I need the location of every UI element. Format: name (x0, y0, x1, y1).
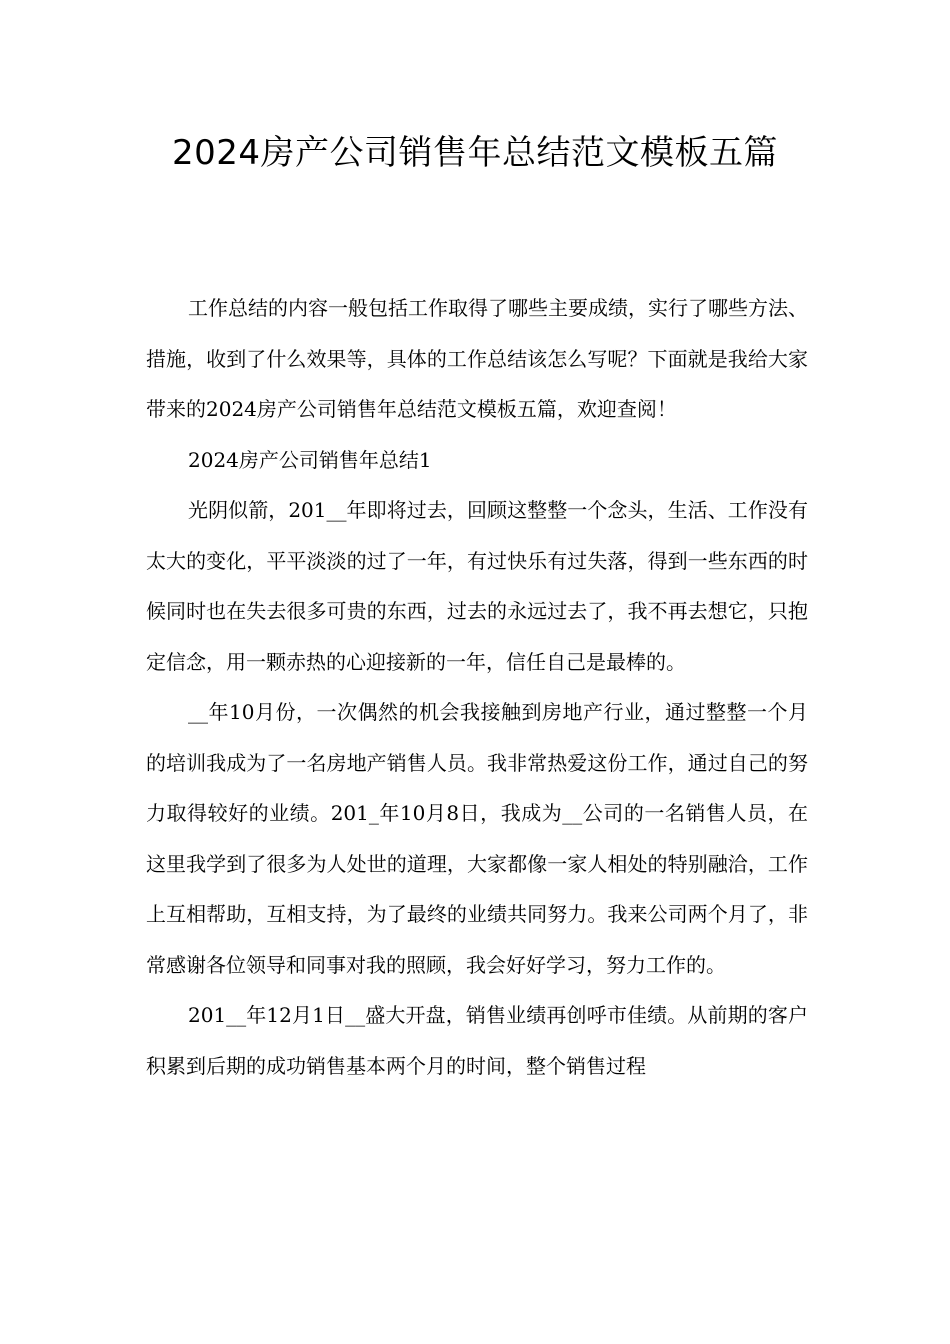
body-paragraph: 201__年12月1日__盛大开盘，销售业绩再创呼市佳绩。从前期的客户积累到后期的成功销售基本两个月的时间，整个销售过程 (146, 1003, 808, 1078)
intro-paragraph: 工作总结的内容一般包括工作取得了哪些主要成绩，实行了哪些方法、措施，收到了什么效果等，具体的工作总结该怎么写呢？下面就是我给大家带来的2024房产公司销售年总结范文模板五篇，欢迎查阅！ (146, 296, 808, 421)
page-title: 2024房产公司销售年总结范文模板五篇 (171, 133, 779, 173)
document-body (146, 283, 808, 1091)
body-paragraph: __年10月份，一次偶然的机会我接触到房地产行业，通过整整一个月的培训我成为了一名房地产销售人员。我非常热爱这份工作，通过自己的努力取得较好的业绩。201_年10月8日，我成为__公司的一名销售人员，在这里我学到了很多为人处世的道理，大家都像一家人相处的特别融洽，工作上互相帮助，互相支持，为了最终的业绩共同努力。我来公司两个月了，非常感谢各位领导和同事对我的照顾，我会好好学习，努力工作的。 (146, 700, 808, 977)
section-heading: 2024房产公司销售年总结1 (188, 447, 432, 472)
body-paragraph: 光阴似箭，201__年即将过去，回顾这整整一个念头，生活、工作没有太大的变化，平平淡淡的过了一年，有过快乐有过失落，得到一些东西的时候同时也在失去很多可贵的东西，过去的永远过去了，我不再去想它，只抱定信念，用一颗赤热的心迎接新的一年，信任自己是最棒的。 (146, 498, 808, 674)
